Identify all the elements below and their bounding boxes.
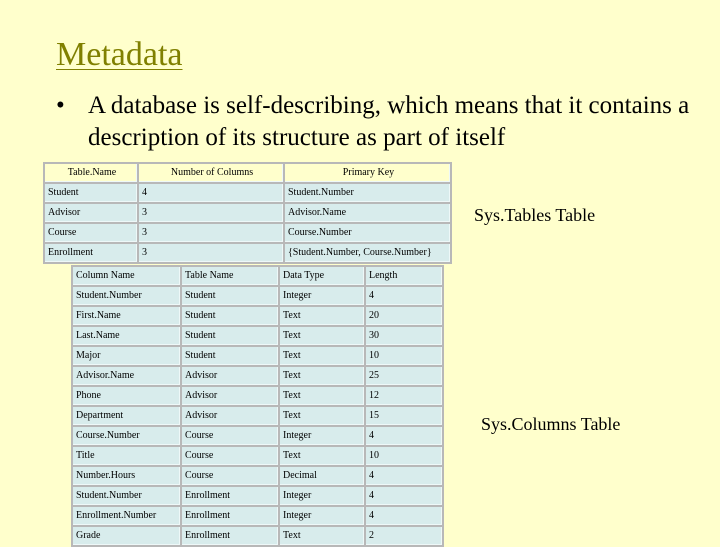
cell-data-type: Decimal	[280, 467, 364, 485]
table-row	[73, 427, 442, 445]
table-header-row	[73, 267, 442, 285]
cell-length: 12	[366, 387, 442, 405]
slide-title: Metadata	[56, 36, 183, 73]
cell-data-type: Text	[280, 527, 364, 545]
cell-primary-key: Student.Number	[285, 184, 450, 202]
header-number-of-columns: Number of Columns	[139, 164, 283, 182]
cell-data-type: Text	[280, 327, 364, 345]
cell-number-of-columns: 3	[139, 224, 283, 242]
cell-column-name: Grade	[73, 527, 180, 545]
cell-column-name: Student.Number	[73, 287, 180, 305]
table-row	[73, 327, 442, 345]
cell-length: 4	[366, 487, 442, 505]
cell-table-name: Student	[182, 287, 278, 305]
cell-length: 30	[366, 327, 442, 345]
table-row	[73, 367, 442, 385]
cell-length: 20	[366, 307, 442, 325]
header-table-name: Table.Name	[45, 164, 137, 182]
cell-table-name: Student	[182, 307, 278, 325]
bullet-point	[56, 90, 696, 154]
cell-length: 4	[366, 467, 442, 485]
header-length: Length	[366, 267, 442, 285]
cell-column-name: Number.Hours	[73, 467, 180, 485]
cell-data-type: Text	[280, 307, 364, 325]
cell-length: 15	[366, 407, 442, 425]
cell-length: 2	[366, 527, 442, 545]
cell-data-type: Text	[280, 347, 364, 365]
table-header-row	[45, 164, 450, 182]
table-row	[73, 347, 442, 365]
cell-column-name: Enrollment.Number	[73, 507, 180, 525]
table-row	[73, 307, 442, 325]
cell-length: 4	[366, 287, 442, 305]
cell-table-name: Student	[182, 327, 278, 345]
table-row	[73, 527, 442, 545]
table-row	[45, 204, 450, 222]
cell-column-name: Last.Name	[73, 327, 180, 345]
header-primary-key: Primary Key	[285, 164, 450, 182]
syscolumns-table	[71, 265, 444, 547]
cell-table-name: Course	[45, 224, 137, 242]
table-row	[45, 184, 450, 202]
cell-data-type: Integer	[280, 287, 364, 305]
cell-data-type: Text	[280, 447, 364, 465]
header-table-name: Table Name	[182, 267, 278, 285]
table-row	[45, 244, 450, 262]
cell-column-name: Phone	[73, 387, 180, 405]
systables-label: Sys.Tables Table	[474, 205, 596, 225]
cell-length: 4	[366, 427, 442, 445]
syscolumns-label: Sys.Columns Table	[481, 414, 621, 434]
cell-length: 4	[366, 507, 442, 525]
bullet-text: A database is self-describing, which means that it contains a description of its structure as part of itself	[88, 92, 690, 151]
cell-table-name: Course	[182, 447, 278, 465]
cell-table-name: Advisor	[182, 367, 278, 385]
cell-column-name: Department	[73, 407, 180, 425]
table-row	[73, 487, 442, 505]
cell-column-name: Student.Number	[73, 487, 180, 505]
cell-column-name: Major	[73, 347, 180, 365]
cell-column-name: Title	[73, 447, 180, 465]
cell-column-name: Advisor.Name	[73, 367, 180, 385]
bullet-marker: •	[56, 92, 65, 119]
systables-table	[43, 162, 452, 264]
cell-length: 10	[366, 347, 442, 365]
cell-data-type: Text	[280, 367, 364, 385]
header-column-name: Column Name	[73, 267, 180, 285]
cell-table-name: Enrollment	[182, 507, 278, 525]
cell-length: 10	[366, 447, 442, 465]
cell-data-type: Integer	[280, 487, 364, 505]
cell-data-type: Integer	[280, 507, 364, 525]
cell-number-of-columns: 4	[139, 184, 283, 202]
cell-number-of-columns: 3	[139, 244, 283, 262]
cell-data-type: Text	[280, 387, 364, 405]
cell-table-name: Advisor	[182, 387, 278, 405]
header-data-type: Data Type	[280, 267, 364, 285]
cell-primary-key: Course.Number	[285, 224, 450, 242]
cell-table-name: Enrollment	[182, 527, 278, 545]
cell-data-type: Integer	[280, 427, 364, 445]
table-row	[73, 507, 442, 525]
cell-table-name: Enrollment	[45, 244, 137, 262]
cell-length: 25	[366, 367, 442, 385]
cell-table-name: Course	[182, 427, 278, 445]
table-row	[73, 467, 442, 485]
table-row	[73, 447, 442, 465]
cell-number-of-columns: 3	[139, 204, 283, 222]
cell-primary-key: Advisor.Name	[285, 204, 450, 222]
cell-data-type: Text	[280, 407, 364, 425]
table-row	[73, 387, 442, 405]
cell-table-name: Enrollment	[182, 487, 278, 505]
cell-primary-key: {Student.Number, Course.Number}	[285, 244, 450, 262]
table-row	[73, 407, 442, 425]
cell-table-name: Advisor	[45, 204, 137, 222]
cell-table-name: Student	[45, 184, 137, 202]
cell-table-name: Advisor	[182, 407, 278, 425]
cell-table-name: Student	[182, 347, 278, 365]
cell-table-name: Course	[182, 467, 278, 485]
table-row	[73, 287, 442, 305]
table-row	[45, 224, 450, 242]
cell-column-name: First.Name	[73, 307, 180, 325]
cell-column-name: Course.Number	[73, 427, 180, 445]
